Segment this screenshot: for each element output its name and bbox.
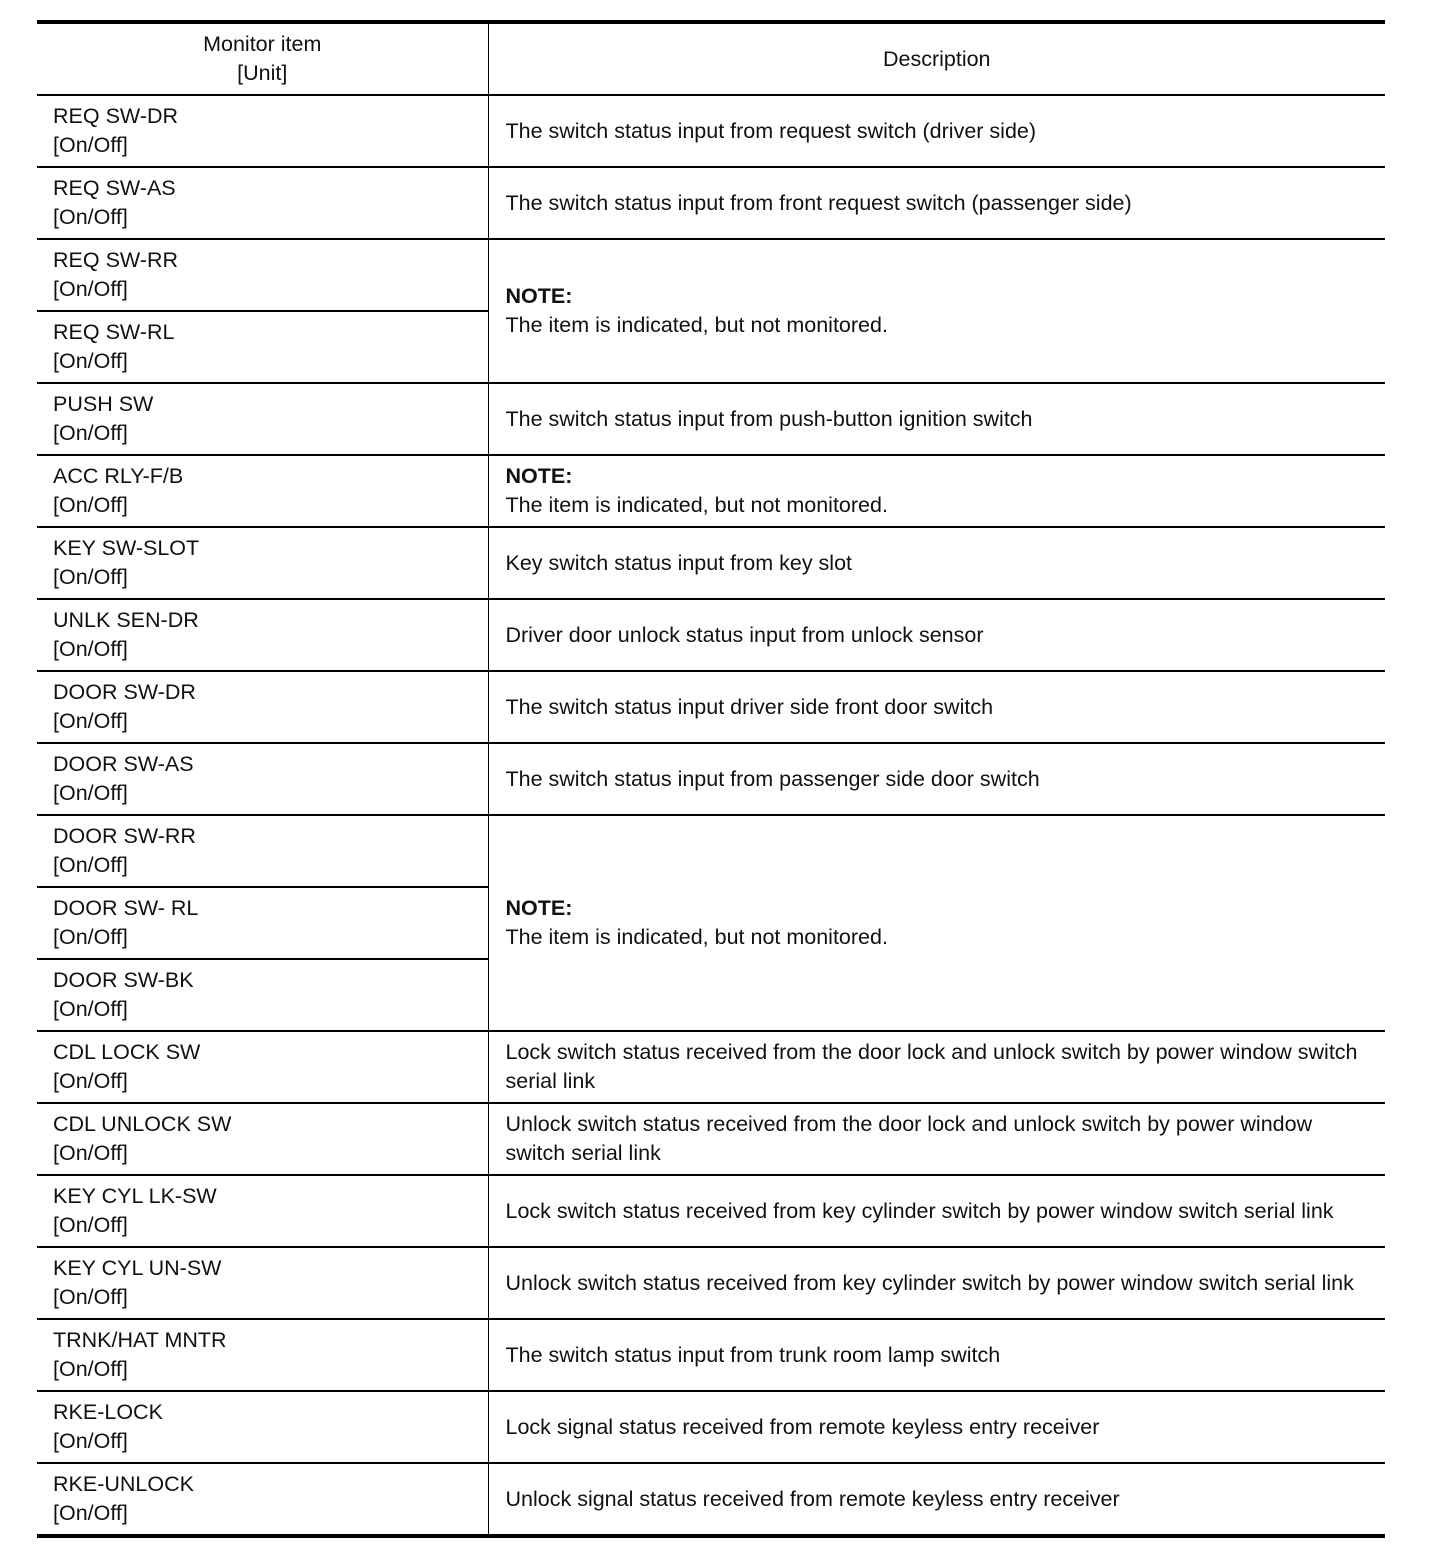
- monitor-item-name: KEY SW-SLOT: [53, 536, 200, 560]
- table-row: [37, 671, 1385, 743]
- note-heading: NOTE:: [505, 464, 573, 488]
- table-row: [37, 1247, 1385, 1319]
- monitor-item-cell: [37, 239, 488, 311]
- monitor-item-name: UNLK SEN-DR: [53, 608, 199, 632]
- table-row: [37, 1103, 1385, 1175]
- table-header-row: [37, 22, 1385, 95]
- monitor-item-cell: [37, 599, 488, 671]
- monitor-item-name: CDL LOCK SW: [53, 1040, 201, 1064]
- monitor-item-name: DOOR SW-AS: [53, 752, 194, 776]
- monitor-item-unit: [On/Off]: [53, 1357, 128, 1381]
- monitor-item-name: KEY CYL LK-SW: [53, 1184, 217, 1208]
- description-cell: Lock signal status received from remote keyless entry receiver: [488, 1391, 1385, 1463]
- header-unit-label: [Unit]: [237, 61, 288, 85]
- table-row: [37, 1175, 1385, 1247]
- monitor-item-cell: [37, 671, 488, 743]
- monitor-item-unit: [On/Off]: [53, 1141, 128, 1165]
- monitor-item-name: TRNK/HAT MNTR: [53, 1328, 227, 1352]
- monitor-item-name: DOOR SW-BK: [53, 968, 194, 992]
- monitor-item-unit: [On/Off]: [53, 1285, 128, 1309]
- monitor-item-cell: [37, 1031, 488, 1103]
- description-cell: Unlock switch status received from key cylinder switch by power window switch serial link: [488, 1247, 1385, 1319]
- monitor-item-unit: [On/Off]: [53, 493, 128, 517]
- monitor-item-name: REQ SW-DR: [53, 104, 179, 128]
- monitor-item-unit: [On/Off]: [53, 133, 128, 157]
- monitor-item-cell: [37, 1391, 488, 1463]
- note-cell: [488, 239, 1385, 383]
- monitor-item-table: [37, 20, 1385, 1538]
- note-cell: [488, 455, 1385, 527]
- table-row: [37, 95, 1385, 167]
- monitor-item-unit: [On/Off]: [53, 637, 128, 661]
- description-cell: The switch status input from request switch (driver side): [488, 95, 1385, 167]
- table-row: [37, 743, 1385, 815]
- monitor-item-cell: [37, 1103, 488, 1175]
- description-cell: Driver door unlock status input from unlock sensor: [488, 599, 1385, 671]
- monitor-item-cell: [37, 527, 488, 599]
- monitor-item-cell: [37, 1319, 488, 1391]
- table-row: [37, 1031, 1385, 1103]
- description-cell: Unlock signal status received from remote keyless entry receiver: [488, 1463, 1385, 1536]
- table-row: [37, 815, 1385, 887]
- monitor-item-cell: [37, 743, 488, 815]
- table-row: [37, 239, 1385, 311]
- monitor-item-cell: [37, 455, 488, 527]
- table-row: [37, 1391, 1385, 1463]
- note-text: The item is indicated, but not monitored.: [505, 493, 888, 517]
- description-cell: Lock switch status received from key cylinder switch by power window switch serial link: [488, 1175, 1385, 1247]
- header-monitor-item-label: Monitor item: [203, 32, 322, 56]
- table-row: [37, 167, 1385, 239]
- monitor-item-unit: [On/Off]: [53, 853, 128, 877]
- monitor-item-name: REQ SW-AS: [53, 176, 176, 200]
- monitor-item-unit: [On/Off]: [53, 277, 128, 301]
- description-cell: The switch status input from trunk room lamp switch: [488, 1319, 1385, 1391]
- table-row: [37, 599, 1385, 671]
- table-row: [37, 383, 1385, 455]
- description-cell: Lock switch status received from the door lock and unlock switch by power window switch serial link: [488, 1031, 1385, 1103]
- description-cell: Key switch status input from key slot: [488, 527, 1385, 599]
- monitor-item-name: RKE-LOCK: [53, 1400, 163, 1424]
- monitor-item-cell: [37, 1247, 488, 1319]
- note-text: The item is indicated, but not monitored.: [505, 313, 888, 337]
- table-row: [37, 1319, 1385, 1391]
- monitor-item-cell: [37, 1175, 488, 1247]
- monitor-item-unit: [On/Off]: [53, 205, 128, 229]
- note-heading: NOTE:: [505, 284, 573, 308]
- monitor-item-unit: [On/Off]: [53, 709, 128, 733]
- monitor-item-unit: [On/Off]: [53, 1429, 128, 1453]
- monitor-item-name: DOOR SW-RR: [53, 824, 196, 848]
- monitor-item-name: CDL UNLOCK SW: [53, 1112, 232, 1136]
- monitor-item-cell: [37, 959, 488, 1031]
- monitor-item-cell: [37, 815, 488, 887]
- table-row: [37, 1463, 1385, 1536]
- monitor-item-cell: [37, 1463, 488, 1536]
- table-row: [37, 527, 1385, 599]
- monitor-item-name: REQ SW-RL: [53, 320, 175, 344]
- monitor-item-name: PUSH SW: [53, 392, 154, 416]
- monitor-item-unit: [On/Off]: [53, 997, 128, 1021]
- monitor-item-cell: [37, 383, 488, 455]
- monitor-item-unit: [On/Off]: [53, 1501, 128, 1525]
- header-description: Description: [882, 46, 991, 71]
- monitor-item-name: ACC RLY-F/B: [53, 464, 184, 488]
- monitor-item-cell: [37, 887, 488, 959]
- monitor-item-name: KEY CYL UN-SW: [53, 1256, 222, 1280]
- monitor-item-cell: [37, 167, 488, 239]
- monitor-item-unit: [On/Off]: [53, 1213, 128, 1237]
- monitor-item-unit: [On/Off]: [53, 1069, 128, 1093]
- monitor-item-unit: [On/Off]: [53, 925, 128, 949]
- monitor-item-unit: [On/Off]: [53, 421, 128, 445]
- monitor-item-cell: [37, 311, 488, 383]
- note-heading: NOTE:: [505, 896, 573, 920]
- description-cell: The switch status input from passenger side door switch: [488, 743, 1385, 815]
- monitor-item-name: RKE-UNLOCK: [53, 1472, 194, 1496]
- monitor-item-unit: [On/Off]: [53, 565, 128, 589]
- note-text: The item is indicated, but not monitored.: [505, 925, 888, 949]
- table-row: [37, 455, 1385, 527]
- description-cell: Unlock switch status received from the door lock and unlock switch by power window switch serial link: [488, 1103, 1385, 1175]
- monitor-item-unit: [On/Off]: [53, 349, 128, 373]
- monitor-item-name: REQ SW-RR: [53, 248, 179, 272]
- monitor-item-unit: [On/Off]: [53, 781, 128, 805]
- header-monitor-item: [37, 22, 488, 95]
- description-cell: The switch status input driver side front door switch: [488, 671, 1385, 743]
- note-cell: [488, 815, 1385, 1031]
- monitor-item-cell: [37, 95, 488, 167]
- description-cell: The switch status input from push-button ignition switch: [488, 383, 1385, 455]
- description-cell: The switch status input from front request switch (passenger side): [488, 167, 1385, 239]
- monitor-item-name: DOOR SW- RL: [53, 896, 199, 920]
- monitor-item-name: DOOR SW-DR: [53, 680, 196, 704]
